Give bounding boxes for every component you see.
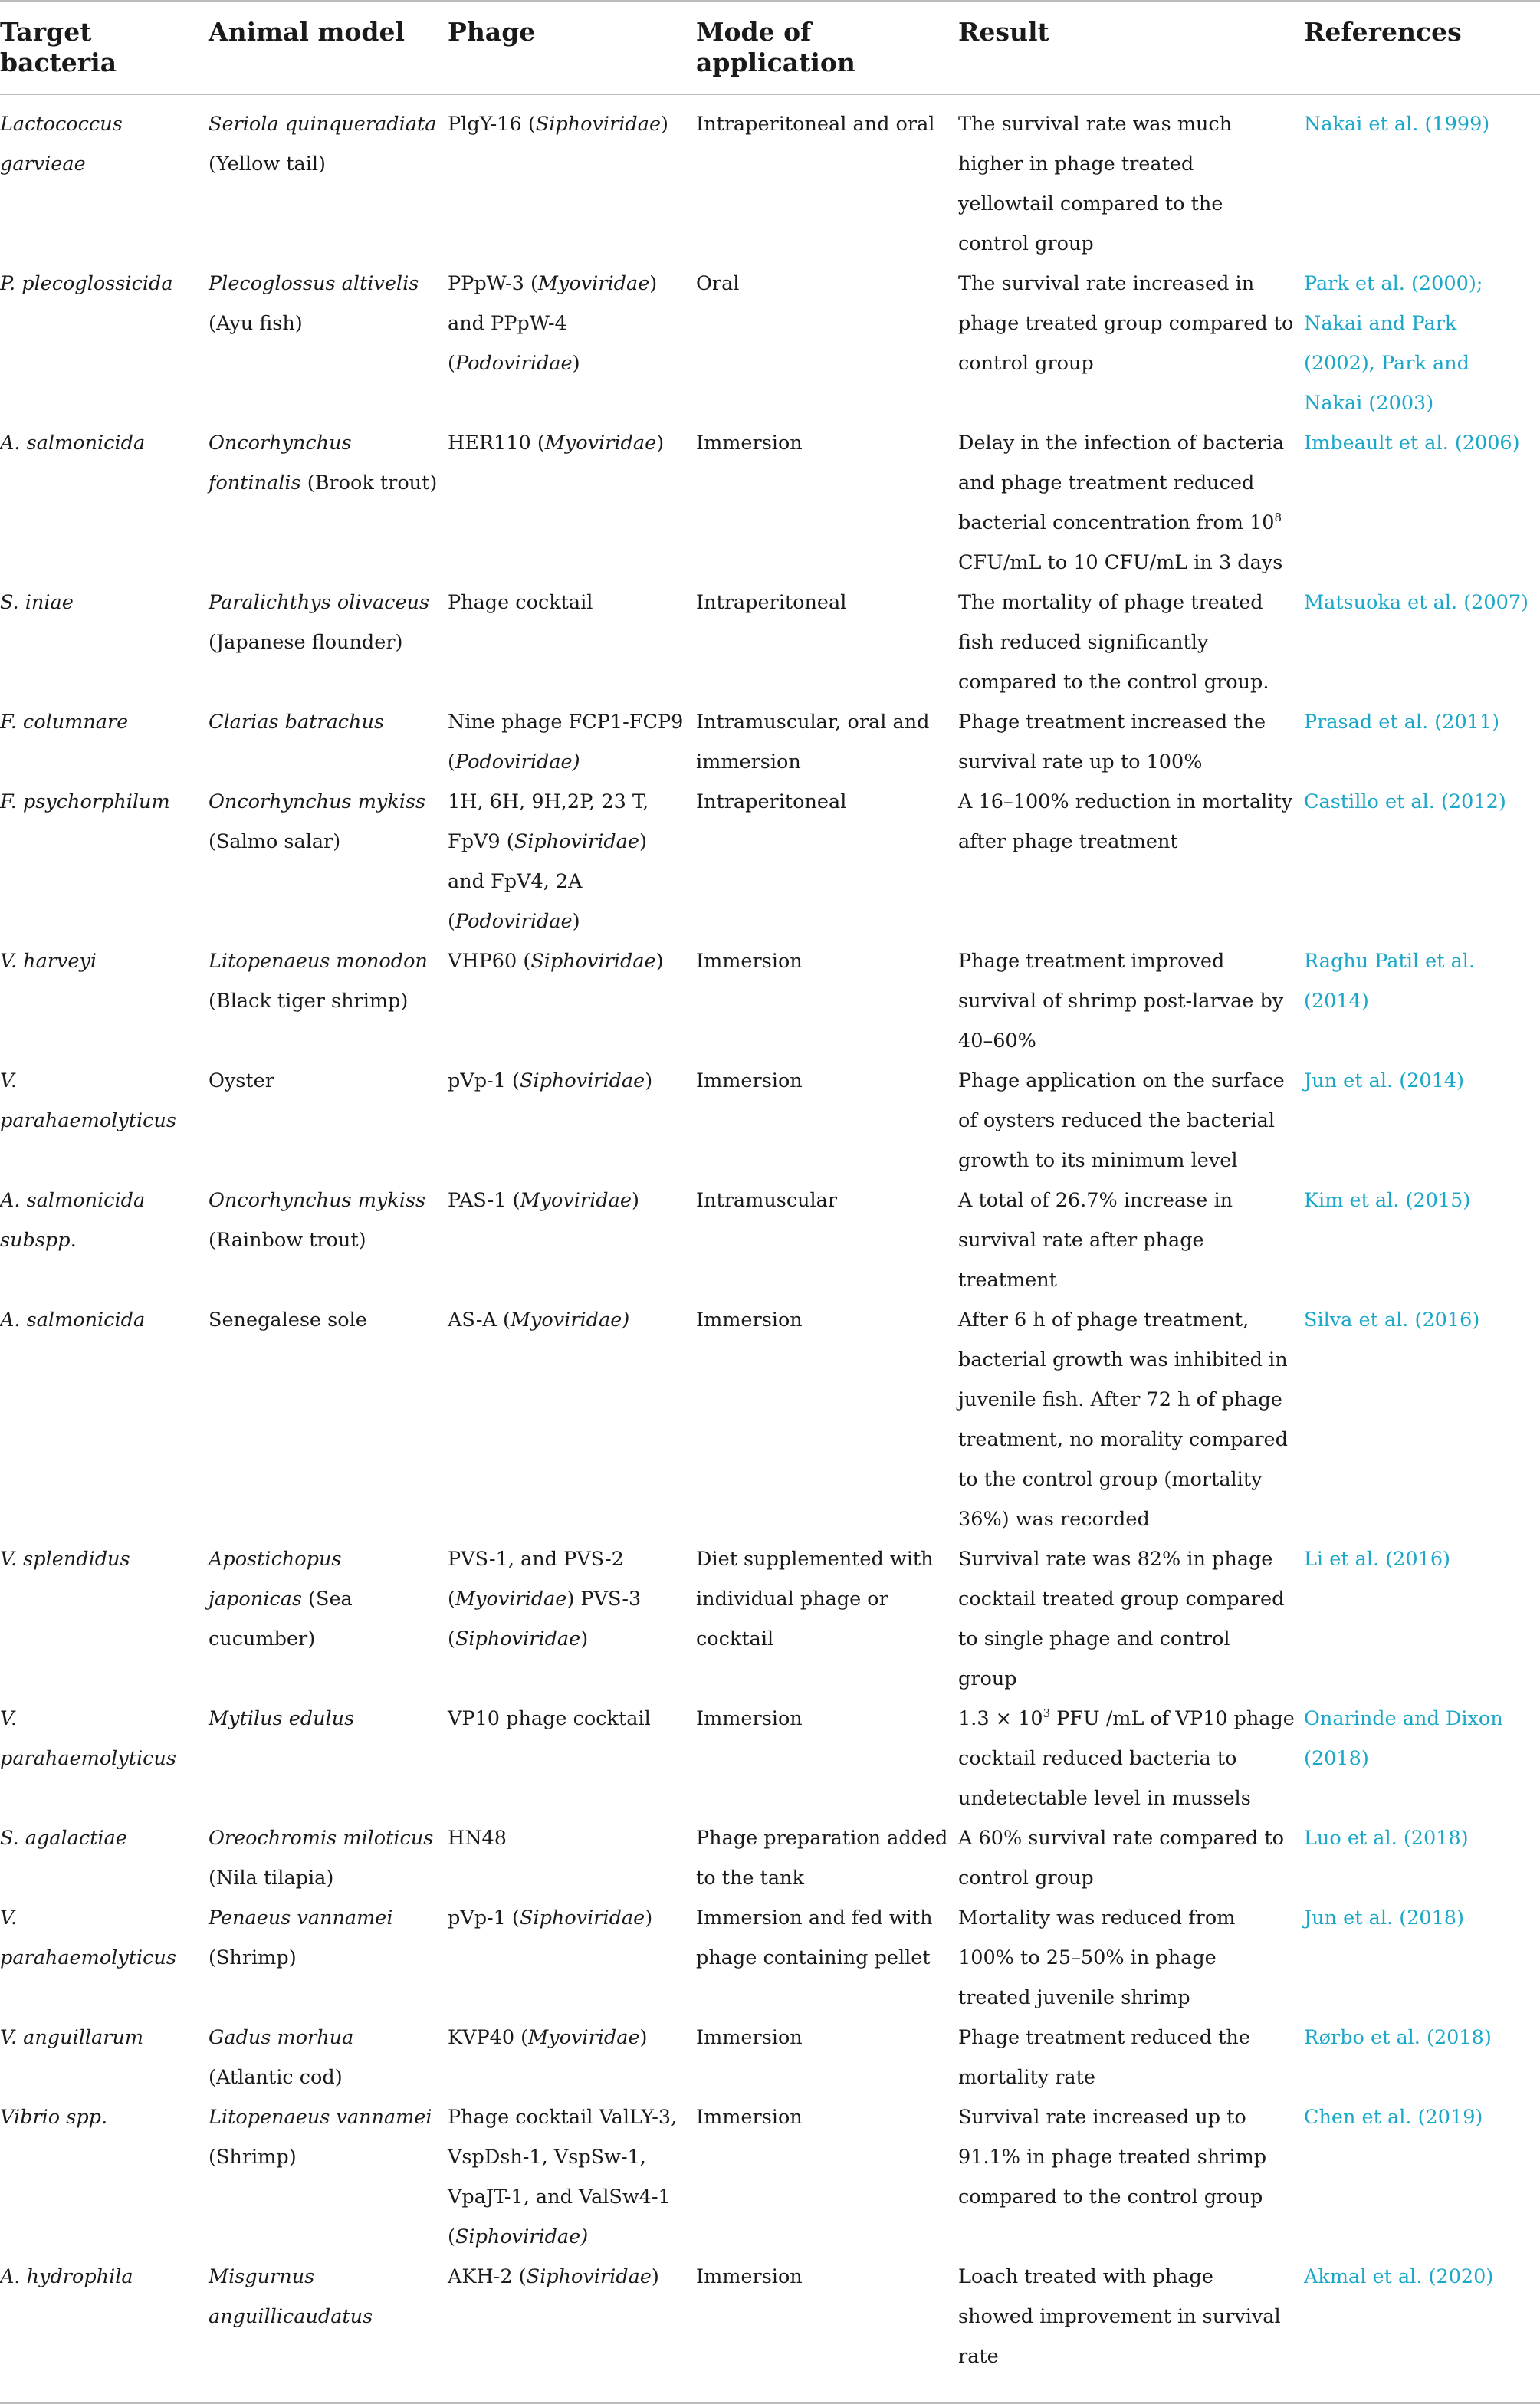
text-segment: Siphoviridae <box>514 830 639 853</box>
text-segment: ) <box>639 2026 648 2049</box>
text-segment: Phage treatment increased the survival rate up to 100% <box>958 711 1266 773</box>
cell-target-bacteria: S. iniae <box>0 591 74 614</box>
cell-animal-model <box>209 2257 448 2403</box>
text-segment: Penaeus vannamei <box>209 1906 393 1929</box>
cell-reference <box>1304 782 1540 941</box>
text-segment: Oncorhynchus mykiss <box>209 790 426 813</box>
cell-animal-model <box>209 1898 448 2018</box>
text-segment: ) <box>661 113 668 136</box>
text-segment: AS-A ( <box>448 1309 511 1332</box>
text-segment: PAS-1 ( <box>448 1189 520 1212</box>
cell-target-bacteria: V. anguillarum <box>0 2026 144 2049</box>
table-row <box>0 423 1540 583</box>
table-row <box>0 1300 1540 1539</box>
text-segment: Siphoviridae <box>519 1906 645 1929</box>
cell-target-bacteria: A. salmonicida <box>0 1309 146 1332</box>
header-row <box>0 1 1540 94</box>
text-segment: Mytilus edulus <box>209 1707 355 1730</box>
cell-target-bacteria: A. hydrophila <box>0 2257 209 2403</box>
cell-reference <box>1304 941 1540 1061</box>
text-segment: (Rainbow trout) <box>209 1229 366 1252</box>
cell-result <box>958 1898 1304 2018</box>
cell-target-bacteria: V. parahaemolyticus <box>0 1906 176 1969</box>
cell-target-bacteria: Vibrio spp. <box>0 2106 108 2129</box>
header-mode-of-application: Mode of application <box>696 1 958 94</box>
header-phage: Phage <box>448 1 696 94</box>
text-segment: Myoviridae <box>455 1588 567 1611</box>
text-segment: ) <box>580 1627 589 1650</box>
text-segment: ) PVS-3 ( <box>448 1588 642 1650</box>
text-segment: ) <box>645 1069 653 1092</box>
text-segment: ) <box>572 352 580 375</box>
reference-link[interactable]: Park et al. (2000); Nakai and Park (2002), Park and Nakai (2003) <box>1304 272 1483 415</box>
table-header <box>0 1 1540 94</box>
text-segment: Plecoglossus altivelis <box>209 272 419 295</box>
text-segment: Siphoviridae <box>535 113 662 136</box>
cell-mode-of-application: Immersion <box>696 2257 958 2403</box>
superscript: 3 <box>1043 1706 1051 1720</box>
cell-animal-model <box>209 2097 448 2257</box>
text-segment: Paralichthys olivaceus <box>209 591 430 614</box>
cell-reference <box>1304 1898 1540 2018</box>
cell-reference <box>1304 1539 1540 1699</box>
cell-phage <box>448 1818 696 1898</box>
table-row <box>0 2257 1540 2403</box>
text-segment: Survival rate increased up to 91.1% in phage treated shrimp compared to the control group <box>958 2106 1267 2209</box>
reference-link[interactable]: Prasad et al. (2011) <box>1304 711 1500 734</box>
cell-result <box>958 583 1304 702</box>
text-segment: ) <box>631 1189 639 1212</box>
text-segment: Phage treatment reduced the mortality rate <box>958 2026 1250 2089</box>
text-segment: Oncorhynchus fontinalis <box>209 432 352 494</box>
text-segment: (Shrimp) <box>209 1946 297 1969</box>
text-segment: VP10 phage cocktail <box>448 1707 651 1730</box>
text-segment: Siphoviridae <box>530 950 656 973</box>
cell-target-bacteria: S. agalactiae <box>0 1827 127 1850</box>
text-segment: ) and FpV4, 2A ( <box>448 830 647 933</box>
cell-phage <box>448 583 696 702</box>
cell-reference <box>1304 1181 1540 1300</box>
text-segment: (Yellow tail) <box>209 153 326 176</box>
cell-target-bacteria: F. psychorphilum <box>0 790 170 813</box>
text-segment: PFU /mL of VP10 phage cocktail reduced bacteria to undetectable level in mussels <box>958 1707 1295 1810</box>
cell-mode-of-application: Intraperitoneal <box>696 591 847 614</box>
cell-result <box>958 1061 1304 1181</box>
cell-mode-of-application: Intraperitoneal and oral <box>696 113 935 136</box>
text-segment: Myoviridae <box>520 1189 632 1212</box>
cell-result <box>958 264 1304 423</box>
table-row <box>0 702 1540 782</box>
cell-result <box>958 1300 1304 1539</box>
cell-phage <box>448 94 696 264</box>
text-segment: Siphoviridae <box>455 1627 581 1650</box>
header-references: References <box>1304 1 1540 94</box>
cell-reference <box>1304 94 1540 264</box>
cell-animal-model <box>209 264 448 423</box>
text-segment: After 6 h of phage treatment, bacterial growth was inhibited in juvenile fish. After 72 h of phage treatment, no morality compared to the control group (mortality 36%) was recorded <box>958 1309 1288 1531</box>
cell-result <box>958 423 1304 583</box>
cell-result <box>958 1699 1304 1818</box>
text-segment: Oncorhynchus mykiss <box>209 1189 426 1212</box>
cell-target-bacteria: A. salmonicida <box>0 432 146 455</box>
text-segment: Myoviridae <box>537 272 650 295</box>
cell-mode-of-application: Immersion <box>696 432 803 455</box>
table-row <box>0 264 1540 423</box>
cell-reference <box>1304 1818 1540 1898</box>
cell-mode-of-application: Immersion <box>696 1069 803 1092</box>
cell-target-bacteria: V. parahaemolyticus <box>0 1707 176 1770</box>
text-segment: Litopenaeus vannamei <box>209 2106 432 2129</box>
cell-result <box>958 2097 1304 2257</box>
text-segment: A total of 26.7% increase in survival rate after phage treatment <box>958 1189 1233 1292</box>
text-segment: PPpW-3 ( <box>448 272 538 295</box>
text-segment: Phage cocktail <box>448 591 593 614</box>
cell-result <box>958 2018 1304 2097</box>
cell-result <box>958 702 1304 782</box>
cell-animal-model <box>209 1539 448 1699</box>
cell-animal-model <box>209 583 448 702</box>
text-segment: Myoviridae) <box>510 1309 630 1332</box>
reference-link[interactable]: Chen et al. (2019) <box>1304 2106 1483 2129</box>
header-result: Result <box>958 1 1304 94</box>
cell-phage <box>448 1061 696 1181</box>
cell-target-bacteria: Lactococcus garvieae <box>0 113 123 176</box>
text-segment: The survival rate increased in phage treated group compared to control group <box>958 272 1294 375</box>
cell-result <box>958 1181 1304 1300</box>
cell-phage <box>448 2097 696 2257</box>
text-segment: ) <box>645 1906 653 1929</box>
cell-mode-of-application: Immersion and fed with phage containing pellet <box>696 1906 933 1969</box>
cell-mode-of-application: Phage preparation added to the tank <box>696 1827 948 1890</box>
cell-reference <box>1304 702 1540 782</box>
table-row <box>0 583 1540 702</box>
reference-link[interactable]: Nakai et al. (1999) <box>1304 113 1490 136</box>
cell-reference <box>1304 1061 1540 1181</box>
cell-reference <box>1304 583 1540 702</box>
cell-animal-model <box>209 423 448 583</box>
table-body <box>0 94 1540 2403</box>
cell-animal-model <box>209 1300 448 1539</box>
text-segment: (Atlantic cod) <box>209 2066 343 2089</box>
table-row <box>0 1181 1540 1300</box>
cell-animal-model <box>209 941 448 1061</box>
text-segment: A 16–100% reduction in mortality after phage treatment <box>958 790 1293 853</box>
cell-mode-of-application: Immersion <box>696 2106 803 2129</box>
cell-animal-model <box>209 1181 448 1300</box>
text-segment: Podoviridae <box>455 910 573 933</box>
superscript: 8 <box>1274 511 1282 524</box>
table-row <box>0 2097 1540 2257</box>
cell-result <box>958 941 1304 1061</box>
text-segment: Clarias batrachus <box>209 711 384 734</box>
text-segment: pVp-1 ( <box>448 1906 520 1929</box>
reference-link[interactable]: Silva et al. (2016) <box>1304 1309 1480 1332</box>
text-segment: AKH-2 ( <box>448 2265 527 2288</box>
text-segment: Nine phage FCP1-FCP9 ( <box>448 711 684 773</box>
cell-animal-model <box>209 94 448 264</box>
cell-reference <box>1304 1699 1540 1818</box>
cell-result <box>958 1539 1304 1699</box>
table-row <box>0 1699 1540 1818</box>
text-segment: Phage application on the surface of oysters reduced the bacterial growth to its minimum level <box>958 1069 1285 1172</box>
cell-animal-model <box>209 1699 448 1818</box>
text-segment: CFU/mL to 10 CFU/mL in 3 days <box>958 551 1283 574</box>
text-segment: 1.3 × 10 <box>958 1707 1043 1730</box>
cell-phage <box>448 423 696 583</box>
reference-link[interactable]: Imbeault et al. (2006) <box>1304 432 1520 455</box>
text-segment: ) <box>655 950 664 973</box>
table-row <box>0 1061 1540 1181</box>
reference-link[interactable]: Matsuoka et al. (2007) <box>1304 591 1529 614</box>
text-segment: ) <box>651 2265 659 2288</box>
text-segment: PVS-1, and PVS-2 ( <box>448 1548 624 1611</box>
text-segment: Siphoviridae <box>526 2265 652 2288</box>
text-segment: Apostichopus japonicas <box>209 1548 342 1611</box>
cell-mode-of-application: Intraperitoneal <box>696 790 847 813</box>
cell-mode-of-application: Intramuscular <box>696 1189 838 1212</box>
cell-target-bacteria: P. plecoglossicida <box>0 272 173 295</box>
reference-link[interactable]: Jun et al. (2018) <box>1304 1906 1464 1929</box>
text-segment: 1H, 6H, 9H,2P, 23 T, FpV9 ( <box>448 790 649 853</box>
text-segment: A 60% survival rate compared to control group <box>958 1827 1284 1890</box>
cell-mode-of-application: Diet supplemented with individual phage or cocktail <box>696 1548 934 1650</box>
cell-mode-of-application: Oral <box>696 272 740 295</box>
cell-reference <box>1304 1300 1540 1539</box>
cell-phage <box>448 1539 696 1699</box>
cell-phage <box>448 702 696 782</box>
header-animal-model: Animal model <box>209 1 448 94</box>
cell-target-bacteria: V. splendidus <box>0 1548 130 1571</box>
table-row <box>0 2018 1540 2097</box>
text-segment: Delay in the infection of bacteria and phage treatment reduced bacterial concentration from 10 <box>958 432 1285 534</box>
cell-reference <box>1304 423 1540 583</box>
cell-reference <box>1304 264 1540 423</box>
header-target-bacteria: Target bacteria <box>0 1 209 94</box>
table-row <box>0 94 1540 264</box>
text-segment: (Japanese flounder) <box>209 631 403 654</box>
text-segment: (Black tiger shrimp) <box>209 990 409 1013</box>
cell-mode-of-application: Immersion <box>696 2026 803 2049</box>
cell-phage <box>448 264 696 423</box>
reference-link[interactable]: Jun et al. (2014) <box>1304 1069 1464 1092</box>
reference-link[interactable]: Rørbo et al. (2018) <box>1304 2026 1492 2049</box>
cell-animal-model <box>209 702 448 782</box>
cell-phage <box>448 782 696 941</box>
text-segment: HER110 ( <box>448 432 545 455</box>
reference-link[interactable]: Akmal et al. (2020) <box>1304 2265 1494 2288</box>
reference-link[interactable]: Kim et al. (2015) <box>1304 1189 1471 1212</box>
text-segment: HN48 <box>448 1827 507 1850</box>
cell-animal-model <box>209 2018 448 2097</box>
text-segment: Podoviridae) <box>455 750 580 773</box>
cell-phage <box>448 1699 696 1818</box>
table-row <box>0 1818 1540 1898</box>
cell-result <box>958 2257 1304 2403</box>
reference-link[interactable]: Onarinde and Dixon (2018) <box>1304 1707 1503 1770</box>
cell-phage <box>448 1181 696 1300</box>
text-segment: VHP60 ( <box>448 950 531 973</box>
text-segment: Seriola quinqueradiata <box>209 113 437 136</box>
cell-phage <box>448 941 696 1061</box>
text-segment: PlgY-16 ( <box>448 113 536 136</box>
text-segment: (Ayu fish) <box>209 312 303 335</box>
text-segment: (Brook trout) <box>300 471 438 494</box>
cell-mode-of-application: Immersion <box>696 1309 803 1332</box>
table-row <box>0 1539 1540 1699</box>
cell-result <box>958 782 1304 941</box>
text-segment: Litopenaeus monodon <box>209 950 428 973</box>
text-segment: Siphoviridae <box>519 1069 645 1092</box>
text-segment: Mortality was reduced from 100% to 25–50% in phage treated juvenile shrimp <box>958 1906 1236 2009</box>
text-segment: Myoviridae <box>528 2026 640 2049</box>
text-segment: (Salmo salar) <box>209 830 341 853</box>
text-segment: Podoviridae <box>455 352 573 375</box>
cell-phage <box>448 1300 696 1539</box>
cell-target-bacteria: A. salmonicida subspp. <box>0 1189 146 1252</box>
cell-phage <box>448 1898 696 2018</box>
cell-animal-model <box>209 1818 448 1898</box>
text-segment: Myoviridae <box>544 432 657 455</box>
cell-reference <box>1304 2018 1540 2097</box>
text-segment: pVp-1 ( <box>448 1069 520 1092</box>
reference-link[interactable]: Li et al. (2016) <box>1304 1548 1451 1571</box>
cell-reference <box>1304 2097 1540 2257</box>
text-segment: Survival rate was 82% in phage cocktail treated group compared to single phage and control group <box>958 1548 1285 1690</box>
cell-animal-model <box>209 782 448 941</box>
text-segment: (Sea cucumber) <box>209 1588 353 1650</box>
reference-link[interactable]: Luo et al. (2018) <box>1304 1827 1469 1850</box>
text-segment: The mortality of phage treated fish reduced significantly compared to the control group. <box>958 591 1269 694</box>
text-segment: The survival rate was much higher in phage treated yellowtail compared to the control group <box>958 113 1233 255</box>
text-segment: ) <box>572 910 580 933</box>
cell-phage <box>448 2018 696 2097</box>
text-segment: (Shrimp) <box>209 2146 297 2169</box>
text-segment: Oreochromis miloticus <box>209 1827 434 1850</box>
text-segment: Oyster <box>209 1069 274 1092</box>
text-segment: Gadus morhua <box>209 2026 354 2049</box>
cell-animal-model <box>209 1061 448 1181</box>
reference-link[interactable]: Raghu Patil et al. (2014) <box>1304 950 1476 1013</box>
text-segment: ) and PPpW-4 ( <box>448 272 658 375</box>
text-segment: KVP40 ( <box>448 2026 529 2049</box>
text-segment: Phage treatment improved survival of shrimp post-larvae by 40–60% <box>958 950 1284 1053</box>
text-segment: Misgurnus anguillicaudatus <box>209 2265 373 2328</box>
text-segment: ) <box>656 432 665 455</box>
cell-mode-of-application: Immersion <box>696 1707 803 1730</box>
text-segment: Siphoviridae) <box>455 2225 589 2248</box>
table-row <box>0 941 1540 1061</box>
table-row <box>0 782 1540 941</box>
cell-phage <box>448 2257 696 2403</box>
cell-target-bacteria: V. parahaemolyticus <box>0 1069 176 1132</box>
table-row <box>0 1898 1540 2018</box>
text-segment: Senegalese sole <box>209 1309 367 1332</box>
text-segment: Loach treated with phage showed improvement in survival rate <box>958 2265 1281 2368</box>
text-segment: Phage cocktail ValLY-3, VspDsh-1, VspSw-1, VpaJT-1, and ValSw4-1 ( <box>448 2106 678 2248</box>
reference-link[interactable]: Castillo et al. (2012) <box>1304 790 1506 813</box>
cell-mode-of-application: Intramuscular, oral and immersion <box>696 711 930 773</box>
cell-reference <box>1304 2257 1540 2403</box>
cell-result <box>958 94 1304 264</box>
cell-target-bacteria: V. harveyi <box>0 950 97 973</box>
cell-target-bacteria: F. columnare <box>0 711 129 734</box>
text-segment: (Nila tilapia) <box>209 1867 334 1890</box>
cell-result <box>958 1818 1304 1898</box>
cell-mode-of-application: Immersion <box>696 950 803 973</box>
